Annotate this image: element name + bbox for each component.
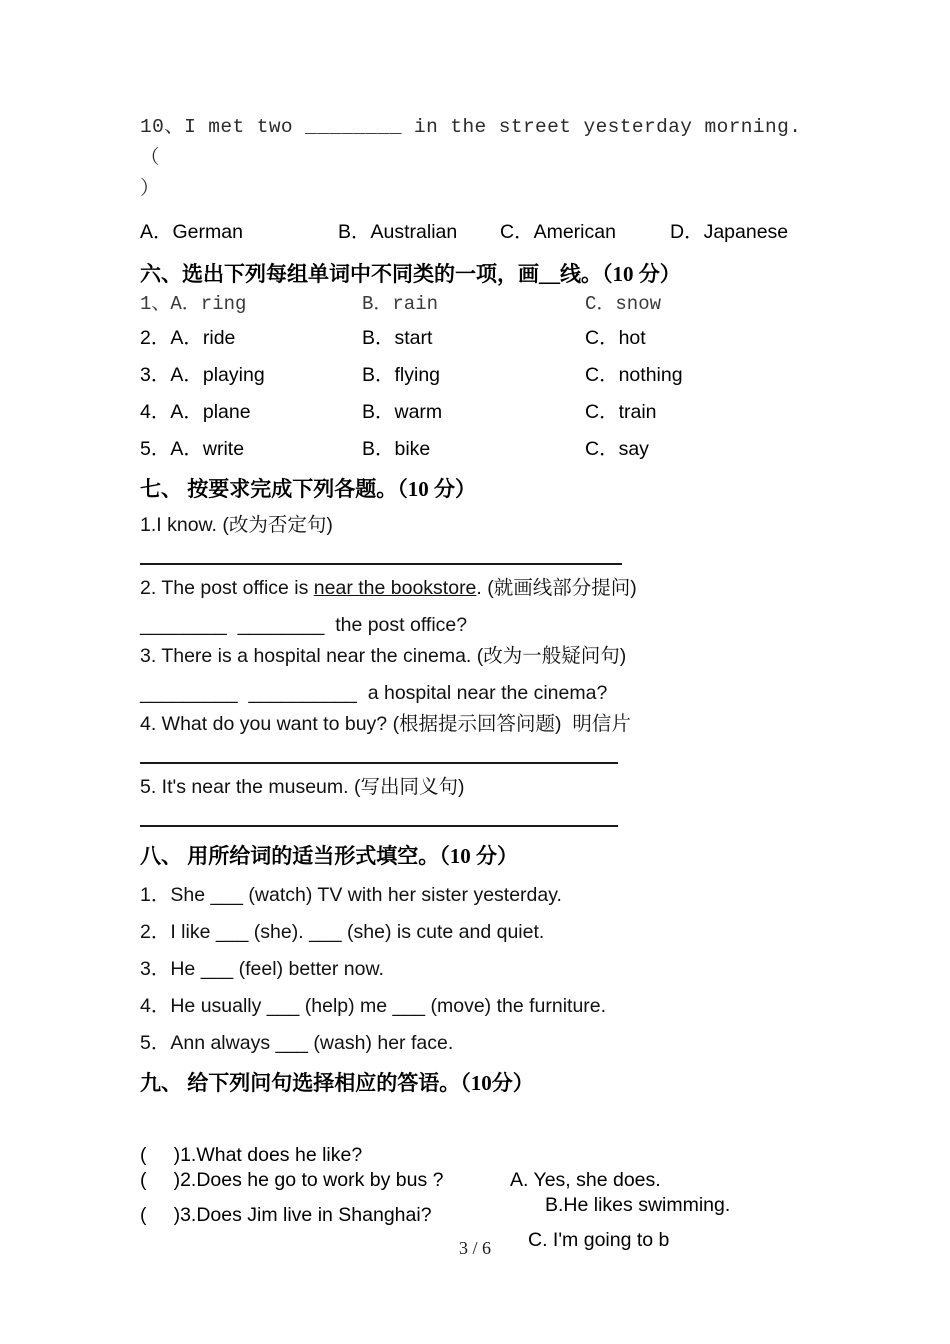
row-3-option-a[interactable]: 3．A．playing bbox=[140, 364, 265, 386]
match-answer-a[interactable]: A. Yes, she does. bbox=[510, 1169, 661, 1191]
section-seven bbox=[140, 474, 810, 835]
section-seven-q3: 3. There is a hospital near the cinema. (改为一般疑问句) bbox=[140, 645, 627, 667]
match-answer-b[interactable]: B.He likes swimming. bbox=[545, 1194, 731, 1216]
section-six bbox=[140, 259, 810, 468]
match-question-1[interactable]: ( )1.What does he like? bbox=[140, 1144, 363, 1166]
match-question-2[interactable]: ( )2.Does he go to work by bus ? bbox=[140, 1169, 444, 1191]
section-seven-q5: 5. It's near the museum. (写出同义句) bbox=[140, 776, 465, 798]
answer-line-q4[interactable] bbox=[140, 740, 810, 772]
row-3-option-c[interactable]: C．nothing bbox=[585, 364, 683, 386]
section-seven-q4: 4. What do you want to buy? (根据提示回答问题) 明信片 bbox=[140, 713, 631, 735]
row-3-option-b[interactable]: B．flying bbox=[362, 364, 441, 386]
row-2-option-a[interactable]: 2．A．ride bbox=[140, 327, 236, 349]
table-row bbox=[140, 394, 810, 431]
choice-c[interactable]: C．American bbox=[500, 221, 616, 243]
row-4-option-c[interactable]: C．train bbox=[585, 401, 657, 423]
section-eight-item-4[interactable]: 4．He usually ___ (help) me ___ (move) the furniture. bbox=[140, 995, 607, 1017]
table-row bbox=[140, 289, 810, 320]
section-eight-heading: 八、 用所给词的适当形式填空。（10 分） bbox=[140, 844, 518, 868]
section-eight-item-3[interactable]: 3．He ___ (feel) better now. bbox=[140, 958, 384, 980]
section-seven-q3-answer[interactable]: _________ __________ a hospital near the cinema? bbox=[140, 682, 608, 704]
table-row bbox=[140, 320, 810, 357]
row-5-option-c[interactable]: C．say bbox=[585, 438, 649, 460]
row-2-option-c[interactable]: C．hot bbox=[585, 327, 646, 349]
question-10 bbox=[140, 112, 826, 249]
section-seven-heading: 七、 按要求完成下列各题。（10 分） bbox=[140, 477, 476, 501]
q2-underlined-phrase: near the bookstore bbox=[313, 577, 477, 599]
row-1-option-a[interactable]: 1、A．ring bbox=[140, 293, 247, 315]
answer-line-q5[interactable] bbox=[140, 803, 810, 835]
q2-prefix: 2. The post office is bbox=[140, 577, 314, 599]
question-10-stem-continued: ） bbox=[140, 178, 160, 200]
section-seven-q2 bbox=[140, 573, 810, 604]
choice-b[interactable]: B．Australian bbox=[338, 221, 458, 243]
question-10-stem: 10、I met two ________ in the street yesterday morning. （ bbox=[140, 116, 826, 169]
section-seven-q1: 1.I know. (改为否定句) bbox=[140, 514, 333, 536]
question-10-choices bbox=[140, 215, 810, 249]
choice-a[interactable]: A．German bbox=[140, 221, 243, 243]
choice-d[interactable]: D．Japanese bbox=[670, 221, 789, 243]
row-4-option-a[interactable]: 4．A．plane bbox=[140, 401, 251, 423]
row-1-option-b[interactable]: B．rain bbox=[362, 293, 439, 315]
section-nine-heading: 九、 给下列问句选择相应的答语。（10分） bbox=[140, 1071, 534, 1095]
page-number: 3 / 6 bbox=[458, 1238, 491, 1258]
row-5-option-a[interactable]: 5．A．write bbox=[140, 438, 245, 460]
section-six-heading: 六、选出下列每组单词中不同类的一项，画__线。（10 分） bbox=[140, 262, 681, 286]
answer-line-q1[interactable] bbox=[140, 541, 810, 573]
table-row bbox=[140, 357, 810, 394]
section-eight-item-1[interactable]: 1．She ___ (watch) TV with her sister yesterday. bbox=[140, 884, 562, 906]
match-question-3[interactable]: ( )3.Does Jim live in Shanghai? bbox=[140, 1204, 432, 1226]
section-eight bbox=[140, 841, 810, 1062]
row-4-option-b[interactable]: B．warm bbox=[362, 401, 443, 423]
section-eight-item-2[interactable]: 2．I like ___ (she). ___ (she) is cute and quiet. bbox=[140, 921, 545, 943]
row-1-option-c[interactable]: C．snow bbox=[585, 293, 662, 315]
section-seven-q2-answer[interactable]: ________ ________ the post office? bbox=[140, 614, 468, 636]
row-5-option-b[interactable]: B．bike bbox=[362, 438, 431, 460]
q2-suffix: . (就画线部分提问) bbox=[476, 577, 637, 599]
table-row bbox=[140, 431, 810, 468]
match-answer-c[interactable]: C. I'm going to b bbox=[528, 1229, 670, 1251]
row-2-option-b[interactable]: B．start bbox=[362, 327, 433, 349]
section-eight-item-5[interactable]: 5．Ann always ___ (wash) her face. bbox=[140, 1032, 454, 1054]
